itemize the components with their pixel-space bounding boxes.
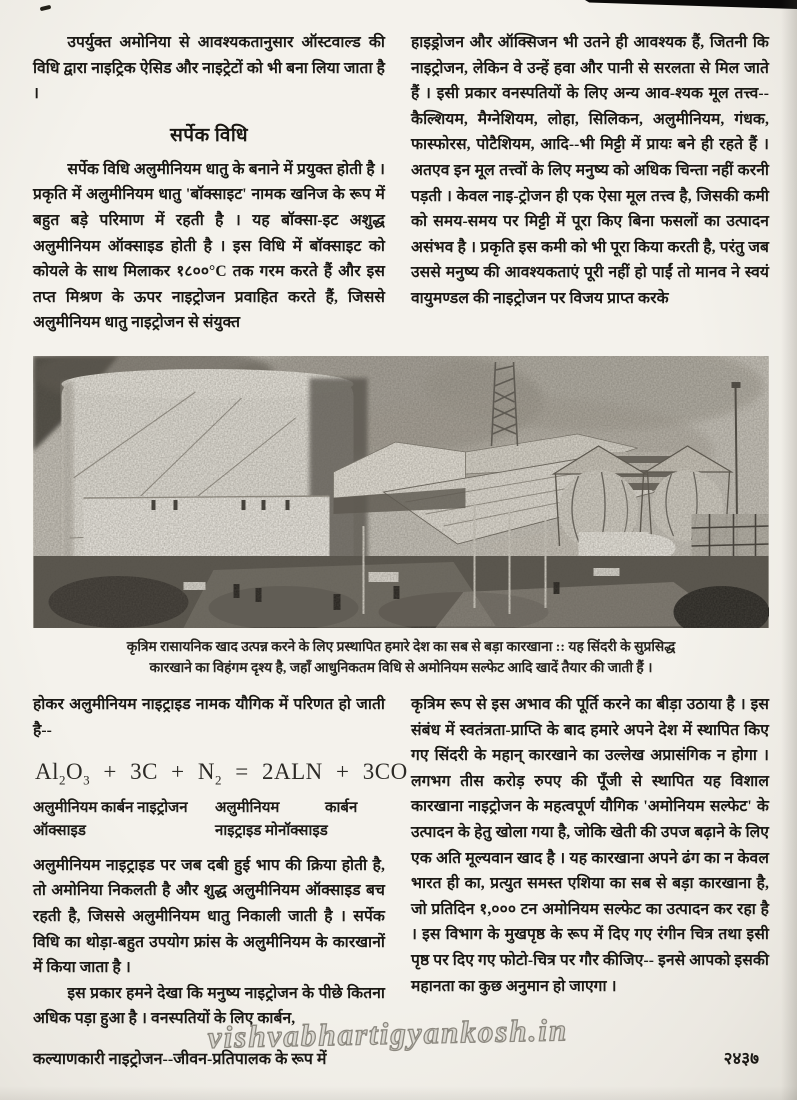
label-carbon: कार्बन [325,799,358,816]
page-content [33,30,769,1032]
equation-term: O [66,759,84,785]
factory-photograph [33,356,769,678]
equation-term: = 2ALN + 3CO [222,759,408,785]
section-heading-serpek-method: सर्पेक विधि [169,124,249,146]
equation-labels [33,797,385,843]
paragraph-sindri-factory: कृत्रिम रूप से इस अभाव की पूर्ति करने का बीड़ा उठाया है । इस संबंध में स्वतंत्रता-प्राप्ति के बाद हमारे अपने देश में स्थापित किए गए सिंदरी के महान् कारखाने का उल्लेख अप्रासंगिक न होगा । लगभग तीस करोड़ रुपए की पूँजी से स्थापित यह विशाल कारखाना नाइट्रोजन के महत्वपूर्ण यौगिक 'अमोनियम सल्फेट' के उत्पादन के हेतु खोला गया है, जोकि खेती की उपज बढ़ाने के लिए एक अति मूल्यवान खाद है । यह कारखाना अपने ढंग का न केवल भारत ही का, प्रत्युत समस्त एशिया का सब से बड़ा कारखाना है, जो प्रतिदिन १,००० टन अमोनियम सल्फेट का उत्पादन कर रहा है । इस विभाग के मुखपृष्ठ के रूप में दिए गए रंगीन चित्र तथा इसी पृष्ठ पर दिए गए फोटो-चित्र पर गौर कीजिए-- इनसे आपको इसकी महानता का कुछ अनुमान हो जाएगा । [411,696,769,995]
lower-text-columns [33,692,769,1032]
chemical-equation [35,759,408,789]
paragraph-soil-elements: हाइड्रोजन और ऑक्सिजन भी उतने ही आवश्यक हैं, जितनी कि नाइट्रोजन, लेकिन वे उन्हें हवा और पानी से सरलता से मिल जाते हैं । इसी प्रकार वनस्पतियों के लिए अन्य आव-श्यक मूल तत्त्व--कैल्शियम, मैग्नेशियम, लोहा, सिलिकन, अलुमीनियम, गंधक, फास्फोरस, पोटैशियम, आदि--भी मिट्टी में प्रायः बने ही रहते हैं । अतएव इन मूल तत्त्वों के लिए मनुष्य को अधिक चिन्ता नहीं करनी पड़ती । केवल नाइ-ट्रोजन ही एक ऐसा मूल तत्त्व है, जिसकी कमी को समय-समय पर मिट्टी में पूरा किए बिना फसलों का उत्पादन असंभव है । प्रकृति इस कमी को भी पूरा किया करती है, परंतु जब उससे मनुष्य की आवश्यकताएं पूरी नहीं हो पाईं तो मानव ने स्वयं वायुमण्डल की नाइट्रोजन पर विजय प्राप्त करके [411,34,769,307]
equation-term: Al [35,759,59,785]
paragraph-serpek-process: सर्पेक विधि अलुमीनियम धातु के बनाने में प्रयुक्त होती है । प्रकृति में अलुमीनियम धातु 'बॉक्साइट' नामक खनिज के रूप में बहुत बड़े परिमाण में रहती है । यह बॉक्सा-इट अशुद्ध अलुमीनियम ऑक्साइड होती है । इस विधि में बॉक्साइट को कोयले के साथ मिलाकर १८००°C तक गरम करते हैं और इस तप्त मिश्रण के ऊपर नाइट्रोजन प्रवाहित करते हैं, जिससे अलुमीनियम धातु नाइट्रोजन से संयुक्त [33,160,385,332]
paragraph-nitrogen-pursuit: इस प्रकार हमने देखा कि मनुष्य नाइट्रोजन के पीछे कितना अधिक पड़ा हुआ है । वनस्पतियों के लिए कार्बन, [33,984,385,1028]
scan-edge-shadow-right [781,0,797,1100]
photo-grain-overlay [34,356,769,628]
paragraph-steam-reaction: अलुमीनियम नाइट्राइड पर जब दबी हुई भाप की क्रिया होती है, तो अमोनिया निकलती है और शुद्ध अलुमीनियम ऑक्साइड बच रहती है, जिससे अलुमीनियम धातु निकाली जाती है । सर्पेक विधि का थोड़ा-बहुत उपयोग फ्रांस के अलुमीनियम के कारखानों में किया जाता है । [33,856,385,977]
upper-right-column [411,30,769,346]
site-watermark: vishvabhartigyankosh.in [207,1012,569,1055]
running-title: कल्याणकारी नाइट्रोजन--जीवन-प्रतिपालक के रूप में [33,1051,327,1068]
paragraph-nitride-result: होकर अलुमीनियम नाइट्राइड नामक यौगिक में परिणत हो जाती है-- [33,696,385,739]
photo-caption-line1: कृत्रिम रासायनिक खाद उत्पन्न करने के लिए प्रस्थापित हमारे देश का सब से बड़ा कारखाना :: यह सिंदरी के सुप्रसिद्ध [126,639,676,654]
label-oxide: ऑक्साइड [33,822,86,839]
label-aluminium: अलुमीनियम [215,799,280,816]
scan-edge-shadow-bottom [0,1086,797,1100]
equation-term: + 3C + N [90,759,216,785]
upper-text-columns [33,30,769,346]
lower-right-column [411,692,769,1032]
lower-left-column [33,692,408,1032]
photo-caption-line2: कारखाने का विहंगम दृश्य है, जहाँ आधुनिकतम विधि से अमोनियम सल्फेट आदि खादें तैयार की जाती हैं । [149,659,653,675]
page-number: २४३७ [723,1049,759,1068]
equation-subscript: 3 [83,772,91,788]
equation-subscript: 2 [215,772,223,788]
factory-photo-image [33,356,769,628]
equation-subscript: 2 [59,772,66,788]
scan-artifact-top-right [585,0,797,9]
scan-artifact-top-left [40,5,52,12]
label-aluminium-carbon-nitrogen: अलुमीनियम कार्बन नाइट्रोजन [33,799,188,816]
label-nitride-monoxide: नाइट्राइड मोनॉक्साइड [215,822,328,839]
upper-left-column [33,30,385,346]
photo-caption [33,637,769,678]
page-footer [33,1046,769,1069]
paragraph-ostwald-method: उपर्युक्त अमोनिया से आवश्यकतानुसार ऑस्टवाल्ड की विधि द्वारा नाइट्रिक ऐसिड और नाइट्रेटों को भी बना लिया जाता है । [33,34,385,103]
